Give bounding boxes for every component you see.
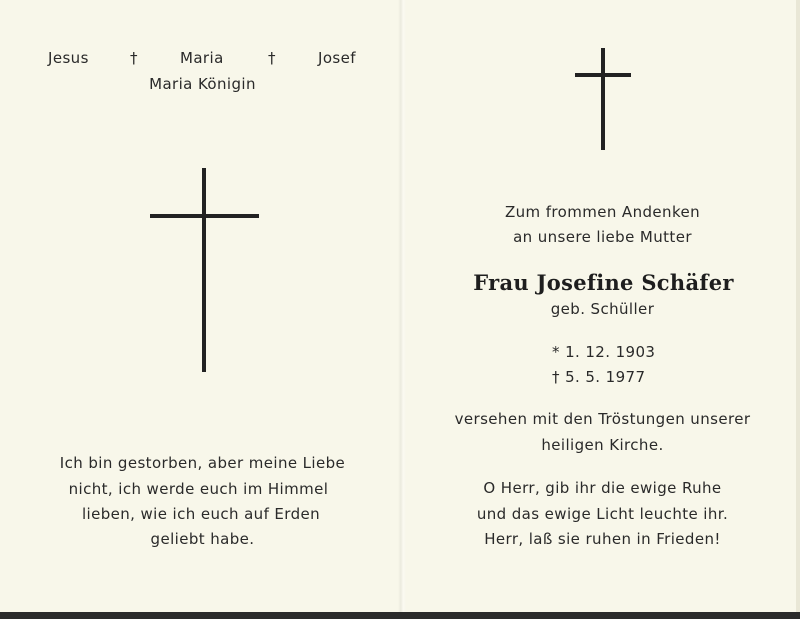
header-subtitle: Maria Königin [149,75,256,93]
intro-line: an unsere liebe Mutter [513,228,692,246]
death-date: † 5. 5. 1977 [552,368,646,386]
sacrament-line: versehen mit den Tröstungen unserer [454,410,751,428]
verse-line: lieben, wie ich euch auf Erden [81,505,321,523]
verse-line: nicht, ich werde euch im Himmel [68,480,329,498]
card-bottom-edge [0,612,800,619]
maiden-name: geb. Schüller [550,300,655,318]
left-cross-vertical [202,168,206,372]
intro-line: Zum frommen Andenken [504,203,701,221]
right-cross-horizontal [575,73,631,77]
right-cross-vertical [601,48,605,150]
deceased-name: Frau Josefine Schäfer [473,270,734,295]
verse-line: Ich bin gestorben, aber meine Liebe [59,454,346,472]
header-maria: Maria [180,49,224,67]
left-cross-horizontal [150,214,259,218]
header-cross-1: † [130,49,138,67]
card-right-edge [796,0,800,619]
prayer-line: O Herr, gib ihr die ewige Ruhe [483,479,722,497]
header-cross-2: † [268,49,276,67]
prayer-line: Herr, laß sie ruhen in Frieden! [484,530,721,548]
sacrament-line: heiligen Kirche. [541,436,664,454]
card-fold [398,0,406,619]
verse-line: geliebt habe. [150,530,255,548]
prayer-line: und das ewige Licht leuchte ihr. [476,505,729,523]
header-josef: Josef [318,49,356,67]
header-jesus: Jesus [48,49,89,67]
birth-date: * 1. 12. 1903 [552,343,656,361]
